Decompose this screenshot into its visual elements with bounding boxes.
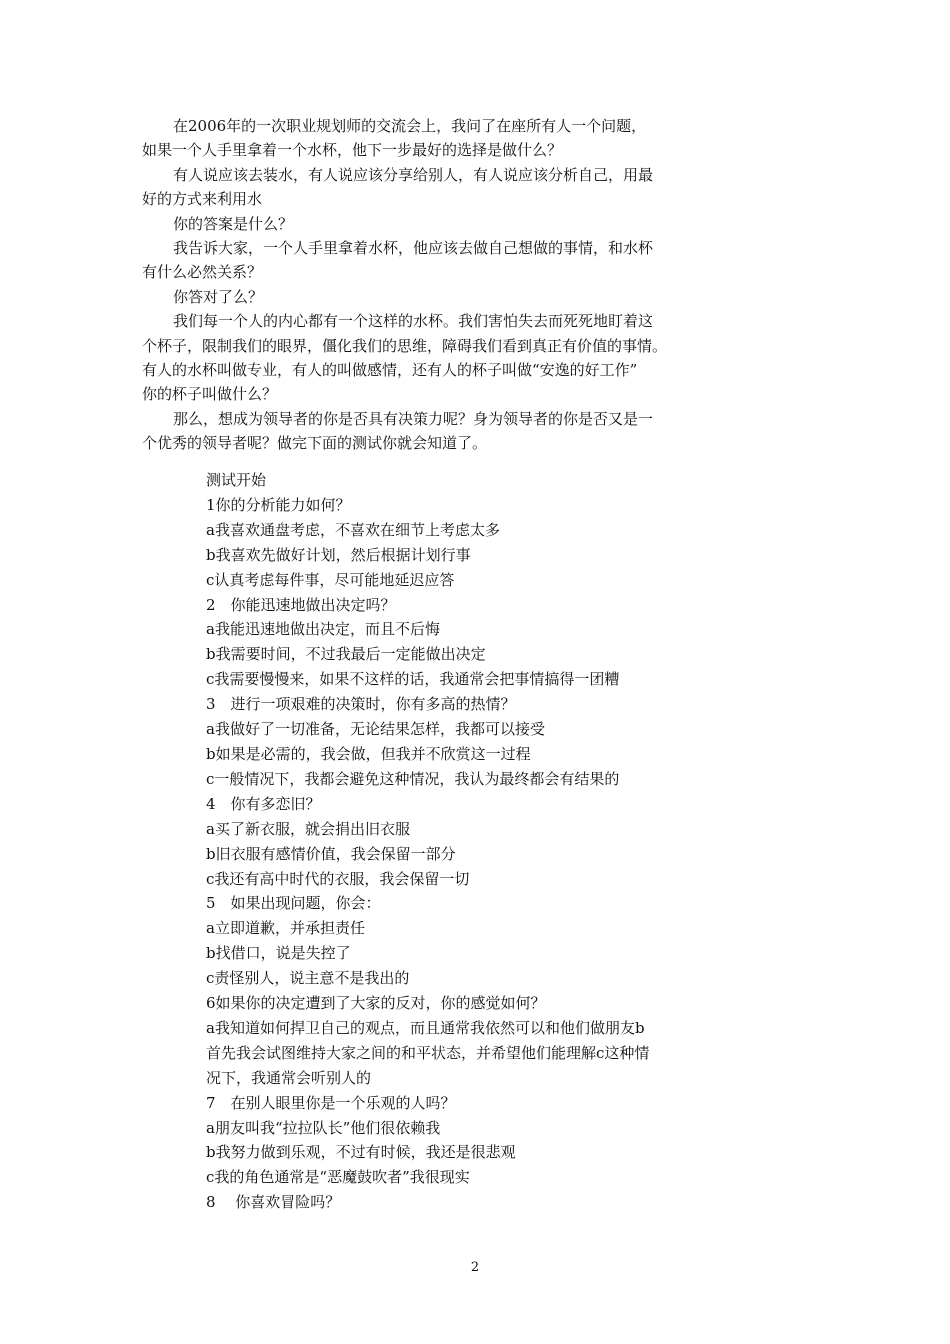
quiz-question: 7 在别人眼里你是一个乐观的人吗？ [206,1093,456,1112]
quiz-option: a朋友叫我“拉拉队长”他们很依赖我 [206,1118,441,1137]
quiz-question: 4 你有多恋旧？ [206,794,321,813]
quiz-question: 8 你喜欢冒险吗？ [206,1193,341,1212]
paragraph-line: 你的杯子叫做什么？ [142,385,278,404]
paragraph-line: 那么，想成为领导者的你是否具有决策力呢？身为领导者的你是否又是一 [173,409,654,428]
paragraph-line: 个优秀的领导者呢？做完下面的测试你就会知道了。 [142,434,488,453]
quiz-option: 首先我会试图维持大家之间的和平状态，并希望他们能理解c这种情 [206,1043,650,1062]
quiz-option: a我喜欢通盘考虑，不喜欢在细节上考虑太多 [206,520,500,539]
quiz-question: 2 你能迅速地做出决定吗？ [206,595,396,614]
quiz-option: c责怪别人，说主意不是我出的 [206,969,410,988]
quiz-option: c我的角色通常是“恶魔鼓吹者”我很现实 [206,1168,470,1187]
quiz-option: a我知道如何捍卫自己的观点，而且通常我依然可以和他们做朋友b [206,1018,645,1037]
quiz-option: c一般情况下，我都会避免这种情况，我认为最终都会有结果的 [206,769,620,788]
quiz-option: a立即道歉，并承担责任 [206,919,365,938]
quiz-section [206,468,726,1215]
paragraph-line: 我告诉大家，一个人手里拿着水杯，他应该去做自己想做的事情，和水杯 [173,239,654,258]
paragraph-line: 我们每一个人的内心都有一个这样的水杯。我们害怕失去而死死地盯着这 [173,312,654,331]
paragraph-line: 有人说应该去装水，有人说应该分享给别人，有人说应该分析自己，用最 [173,165,654,184]
quiz-option: a我做好了一切准备，无论结果怎样，我都可以接受 [206,720,545,739]
quiz-option: 况下，我通常会听别人的 [206,1068,372,1087]
quiz-question: 3 进行一项艰难的决策时，你有多高的热情？ [206,695,516,714]
quiz-option: c认真考虑每件事，尽可能地延迟应答 [206,570,455,589]
paragraph-line: 有人的水杯叫做专业，有人的叫做感情，还有人的杯子叫做“安逸的好工作” [142,361,638,380]
paragraph-line: 个杯子，限制我们的眼界，僵化我们的思维，障碍我们看到真正有价值的事情。 [142,336,668,355]
quiz-question: 1你的分析能力如何？ [206,495,351,514]
quiz-question: 5 如果出现问题，你会： [206,894,381,913]
quiz-option: c我需要慢慢来，如果不这样的话，我通常会把事情搞得一团糟 [206,670,620,689]
quiz-option: b找借口，说是失控了 [206,944,351,963]
quiz-option: b我喜欢先做好计划，然后根据计划行事 [206,545,471,564]
paragraph-line: 在2006年的一次职业规划师的交流会上，我问了在座所有人一个问题， [173,117,647,135]
paragraph-line: 有什么必然关系？ [142,263,263,282]
quiz-option: b我需要时间，不过我最后一定能做出决定 [206,645,486,664]
quiz-option: b如果是必需的，我会做，但我并不欣赏这一过程 [206,744,531,763]
page-number: 2 [470,1260,480,1275]
quiz-option: b我努力做到乐观，不过有时候，我还是很悲观 [206,1143,516,1162]
quiz-option: a买了新衣服，就会捐出旧衣服 [206,819,410,838]
quiz-option: c我还有高中时代的衣服，我会保留一切 [206,869,470,888]
quiz-heading: 测试开始 [206,471,267,489]
quiz-option: b旧衣服有感情价值，我会保留一部分 [206,844,456,863]
paragraph-line: 如果一个人手里拿着一个水杯，他下一步最好的选择是做什么？ [142,141,563,160]
quiz-option: a我能迅速地做出决定，而且不后悔 [206,620,440,639]
paragraph-line: 你的答案是什么？ [173,214,294,233]
paragraph-line: 你答对了么？ [173,287,264,306]
paragraph-line: 好的方式来利用水 [142,190,263,209]
quiz-question: 6如果你的决定遭到了大家的反对，你的感觉如何？ [206,994,546,1013]
intro-section [142,114,732,456]
